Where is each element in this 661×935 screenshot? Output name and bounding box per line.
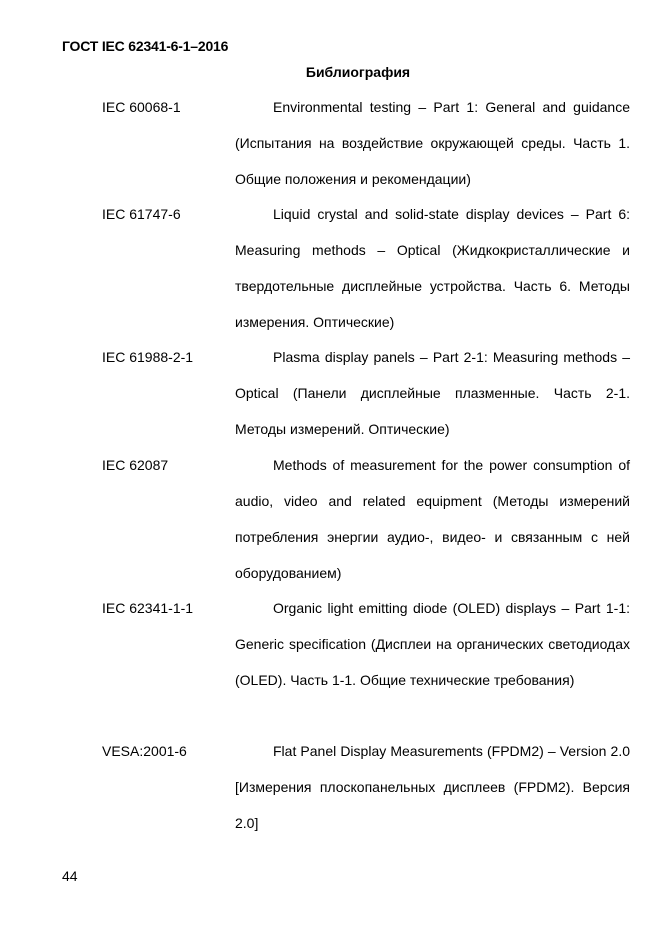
standard-description: Flat Panel Display Measurements (FPDM2) – Version 2.0 [Измерения плоскопанельных дисплеев (FPDM2). Версия 2.0] — [235, 743, 630, 831]
page-number: 44 — [62, 868, 78, 884]
standard-code: IEC 61747-6 — [102, 206, 181, 222]
standard-code: IEC 60068-1 — [102, 99, 181, 115]
bibliography-title: Библиография — [305, 64, 411, 80]
standard-code: IEC 62341-1-1 — [102, 600, 194, 616]
standard-description: Liquid crystal and solid-state display devices – Part 6: Measuring methods – Optical (Жидкокристаллические и твердотельные дисплейные устройства. Часть 6. Методы измерения. Оптические) — [235, 206, 630, 330]
standard-code: IEC 62087 — [102, 457, 169, 473]
standard-code: IEC 61988-2-1 — [102, 349, 194, 365]
standard-code: VESA:2001-6 — [102, 743, 187, 759]
standard-description: Plasma display panels – Part 2-1: Measuring methods – Optical (Панели дисплейные плазменные. Часть 2-1. Методы измерений. Оптические) — [235, 349, 630, 437]
document-header: ГОСТ IEC 62341-6-1–2016 — [62, 38, 229, 54]
standard-description: Organic light emitting diode (OLED) displays – Part 1-1: Generic specification (Дисплеи на органических светодиодах (OLED). Часть 1-1. Общие технические требования) — [235, 600, 630, 688]
standard-description: Environmental testing – Part 1: General and guidance (Испытания на воздействие окружающей среды. Часть 1. Общие положения и рекомендации) — [235, 99, 630, 187]
standard-description: Methods of measurement for the power consumption of audio, video and related equipment (Методы измерений потребления энергии аудио-, видео- и связанным с ней оборудованием) — [235, 457, 630, 581]
